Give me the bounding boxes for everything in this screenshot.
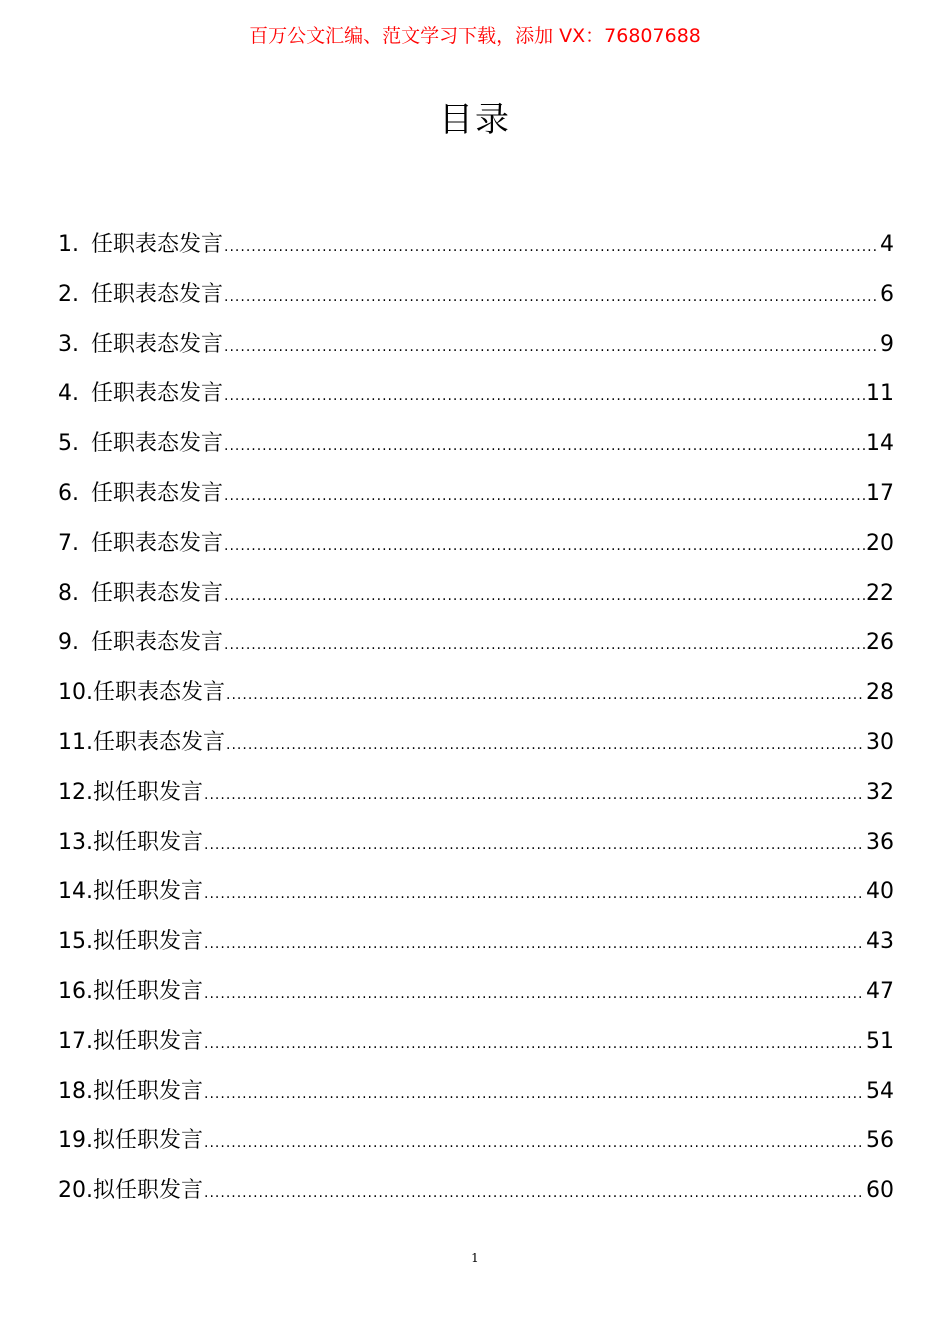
toc-entry-title: 拟任职发言 (93, 879, 204, 905)
toc-entry-number: 17. (58, 1028, 93, 1054)
toc-entry-number: 4. (58, 381, 79, 407)
toc-dot-leader (226, 721, 865, 771)
toc-entry-page: 43 (866, 929, 894, 955)
toc-entry-page: 56 (866, 1128, 894, 1154)
toc-entry-title: 任职表态发言 (93, 680, 226, 706)
toc-entry-number: 12. (58, 779, 93, 805)
toc-dot-leader (224, 372, 865, 422)
toc-entry-title: 拟任职发言 (93, 779, 204, 805)
toc-entry-page: 26 (866, 630, 894, 656)
toc-entry-number: 16. (58, 978, 93, 1004)
toc-entry-page: 20 (866, 530, 894, 556)
toc-entry-page: 28 (866, 680, 894, 706)
toc-dot-leader (224, 422, 865, 472)
toc-list (58, 220, 894, 1216)
toc-entry-number: 1. (58, 232, 79, 257)
toc-entry-title: 任职表态发言 (91, 630, 224, 656)
toc-entry[interactable] (58, 917, 894, 967)
toc-entry[interactable] (58, 469, 894, 519)
toc-entry-title: 任职表态发言 (93, 729, 226, 755)
toc-entry-page: 14 (866, 431, 894, 457)
toc-dot-leader (224, 273, 879, 323)
toc-entry-title: 拟任职发言 (93, 1178, 204, 1204)
toc-entry[interactable] (58, 270, 894, 320)
toc-dot-leader (204, 1119, 865, 1169)
toc-dot-leader (224, 323, 879, 373)
toc-entry-page: 51 (866, 1028, 894, 1054)
toc-entry-page: 9 (880, 331, 894, 357)
toc-entry-title: 任职表态发言 (91, 381, 224, 407)
toc-entry-title: 拟任职发言 (93, 978, 204, 1004)
toc-entry-number: 7. (58, 530, 79, 556)
toc-entry-number: 8. (58, 580, 79, 606)
toc-entry-title: 拟任职发言 (93, 1028, 204, 1054)
toc-dot-leader (224, 621, 865, 671)
toc-entry[interactable] (58, 718, 894, 768)
toc-entry-number: 19. (58, 1128, 93, 1154)
toc-entry[interactable] (58, 1017, 894, 1067)
toc-dot-leader (204, 1169, 865, 1219)
toc-entry-page: 40 (866, 879, 894, 905)
toc-entry-title: 任职表态发言 (91, 232, 224, 257)
toc-entry[interactable] (58, 618, 894, 668)
toc-entry[interactable] (58, 369, 894, 419)
toc-dot-leader (224, 572, 865, 622)
toc-entry-number: 11. (58, 729, 93, 755)
toc-entry-title: 任职表态发言 (91, 580, 224, 606)
toc-dot-leader (204, 920, 865, 970)
toc-entry-number: 15. (58, 929, 93, 955)
toc-entry-page: 22 (866, 580, 894, 606)
toc-entry-page: 17 (866, 480, 894, 506)
toc-entry[interactable] (58, 320, 894, 370)
toc-dot-leader (204, 1070, 865, 1120)
toc-entry-number: 6. (58, 480, 79, 506)
toc-entry-title: 拟任职发言 (93, 1078, 204, 1104)
toc-dot-leader (224, 223, 879, 273)
toc-entry-title: 拟任职发言 (93, 929, 204, 955)
toc-entry-title: 任职表态发言 (91, 480, 224, 506)
toc-entry-number: 18. (58, 1078, 93, 1104)
toc-entry[interactable] (58, 768, 894, 818)
toc-entry-number: 20. (58, 1178, 93, 1204)
toc-entry-title: 任职表态发言 (91, 281, 224, 307)
toc-entry[interactable] (58, 867, 894, 917)
toc-entry[interactable] (58, 818, 894, 868)
toc-entry-title: 任职表态发言 (91, 431, 224, 457)
toc-entry-title: 拟任职发言 (93, 829, 204, 855)
toc-entry-page: 4 (880, 232, 894, 257)
toc-dot-leader (204, 970, 865, 1020)
toc-entry-page: 6 (880, 281, 894, 307)
toc-dot-leader (204, 771, 865, 821)
toc-dot-leader (204, 870, 865, 920)
toc-dot-leader (204, 821, 865, 871)
toc-entry-page: 47 (866, 978, 894, 1004)
toc-title: 目录 (439, 100, 511, 140)
toc-entry[interactable] (58, 668, 894, 718)
page-number: 1 (471, 1251, 479, 1265)
toc-entry-number: 10. (58, 680, 93, 706)
toc-entry-number: 3. (58, 331, 79, 357)
toc-entry-number: 14. (58, 879, 93, 905)
toc-entry-page: 30 (866, 729, 894, 755)
toc-entry[interactable] (58, 1166, 894, 1216)
toc-entry-number: 2. (58, 281, 79, 307)
toc-entry-number: 9. (58, 630, 79, 656)
toc-dot-leader (224, 522, 865, 572)
toc-entry[interactable] (58, 519, 894, 569)
toc-entry-title: 任职表态发言 (91, 331, 224, 357)
toc-entry-title: 任职表态发言 (91, 530, 224, 556)
toc-entry[interactable] (58, 419, 894, 469)
toc-entry-page: 11 (866, 381, 894, 407)
toc-entry[interactable] (58, 569, 894, 619)
toc-entry-page: 32 (866, 779, 894, 805)
header-banner: 百万公文汇编、范文学习下载，添加 VX：76807688 (249, 25, 701, 47)
toc-dot-leader (204, 1020, 865, 1070)
toc-entry-number: 13. (58, 829, 93, 855)
toc-entry[interactable] (58, 967, 894, 1017)
toc-dot-leader (224, 472, 865, 522)
toc-entry[interactable] (58, 220, 894, 270)
toc-entry[interactable] (58, 1116, 894, 1166)
toc-entry-page: 60 (866, 1178, 894, 1204)
toc-dot-leader (226, 671, 865, 721)
toc-entry-page: 54 (866, 1078, 894, 1104)
toc-entry-page: 36 (866, 829, 894, 855)
toc-entry-number: 5. (58, 431, 79, 457)
toc-entry-title: 拟任职发言 (93, 1128, 204, 1154)
toc-entry[interactable] (58, 1067, 894, 1117)
